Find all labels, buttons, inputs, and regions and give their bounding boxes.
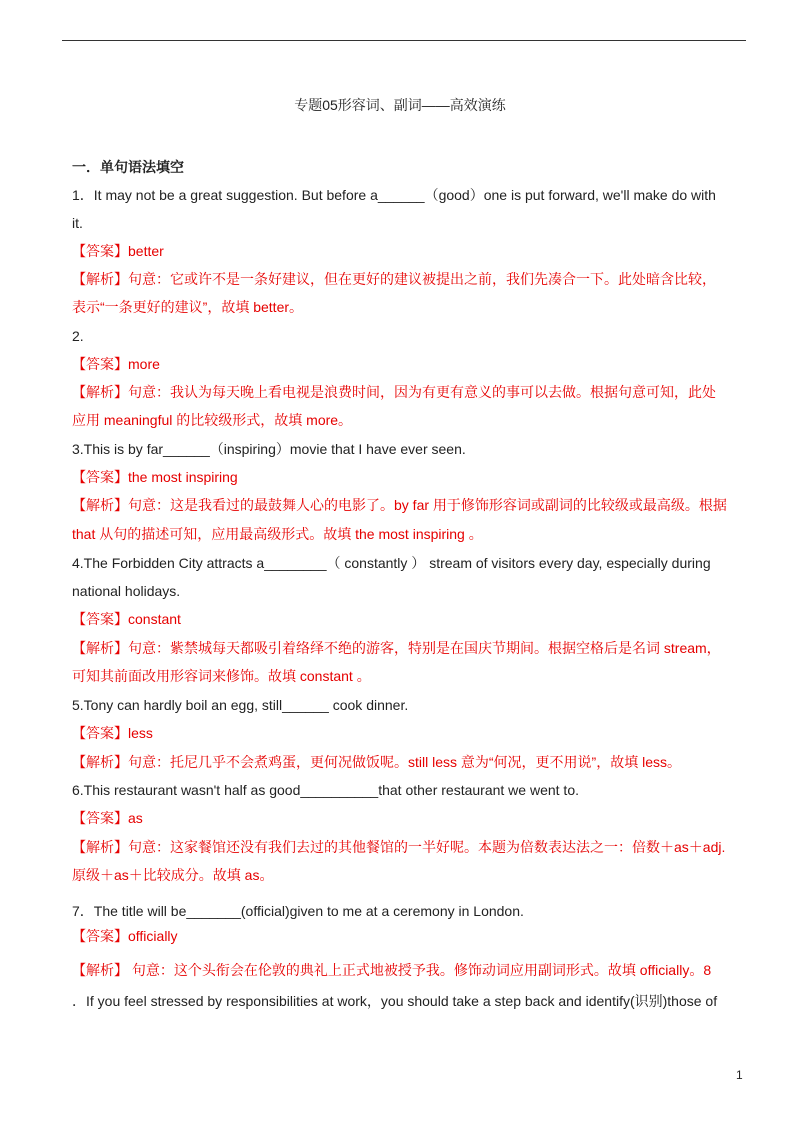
answer-line: 【答案】better <box>72 243 164 259</box>
question-line: 2. <box>72 328 84 344</box>
question-line: 7．The title will be_______(official)given to me at a ceremony in London. <box>72 903 524 919</box>
answer-line: 【答案】constant <box>72 611 181 627</box>
page-title: 专题05形容词、副词——高效演练 <box>294 97 506 113</box>
analysis-line: 【解析】 句意：这个头衔会在伦敦的典礼上正式地被授予我。修饰动词应用副词形式。故填 officially。8 <box>72 962 712 978</box>
analysis-line: 应用 meaningful 的比较级形式，故填 more。 <box>72 412 353 428</box>
answer-line: 【答案】less <box>72 725 153 741</box>
question-line: it. <box>72 215 83 231</box>
header-rule <box>62 40 746 41</box>
section-heading: 一．单句语法填空 <box>72 159 184 175</box>
question-line: 5.Tony can hardly boil an egg, still______ cook dinner. <box>72 697 409 713</box>
analysis-line: 【解析】句意：它或许不是一条好建议，但在更好的建议被提出之前，我们先凑合一下。此处暗含比较， <box>72 271 716 287</box>
question-line: 6.This restaurant wasn't half as good__________that other restaurant we went to. <box>72 782 579 798</box>
answer-line: 【答案】more <box>72 356 160 372</box>
page-number: 1 <box>736 1068 743 1082</box>
answer-line: 【答案】the most inspiring <box>72 469 238 485</box>
question-line: ．If you feel stressed by responsibilities at work，you should take a step back and identify(识别)those of <box>72 993 718 1009</box>
answer-line: 【答案】officially <box>72 928 178 944</box>
analysis-line: 可知其前面改用形容词来修饰。故填 constant 。 <box>72 668 371 684</box>
question-line: 4.The Forbidden City attracts a________（ constantly ） stream of visitors every day, especially during <box>72 555 711 571</box>
question-line: 3.This is by far______（inspiring）movie that I have ever seen. <box>72 441 466 457</box>
analysis-line: 【解析】句意：紫禁城每天都吸引着络绎不绝的游客，特别是在国庆节期间。根据空格后是名词 stream， <box>72 640 721 656</box>
analysis-line: 【解析】句意：我认为每天晚上看电视是浪费时间，因为有更有意义的事可以去做。根据句意可知，此处 <box>72 384 716 400</box>
question-line: national holidays. <box>72 583 181 599</box>
analysis-line: 【解析】句意：这家餐馆还没有我们去过的其他餐馆的一半好呢。本题为倍数表达法之一：倍数＋as＋adj. <box>72 839 726 855</box>
analysis-line: 表示“一条更好的建议”，故填 better。 <box>72 299 304 315</box>
analysis-line: that 从句的描述可知，应用最高级形式。故填 the most inspiring 。 <box>72 526 483 542</box>
analysis-line: 【解析】句意：这是我看过的最鼓舞人心的电影了。by far 用于修饰形容词或副词的比较级或最高级。根据 <box>72 497 727 513</box>
answer-line: 【答案】as <box>72 810 143 826</box>
analysis-line: 【解析】句意：托尼几乎不会煮鸡蛋，更何况做饭呢。still less 意为“何况，更不用说”，故填 less。 <box>72 754 682 770</box>
question-line: 1．It may not be a great suggestion. But before a______（good）one is put forward, we'll make do with <box>72 187 716 203</box>
analysis-line: 原级＋as＋比较成分。故填 as。 <box>72 867 274 883</box>
